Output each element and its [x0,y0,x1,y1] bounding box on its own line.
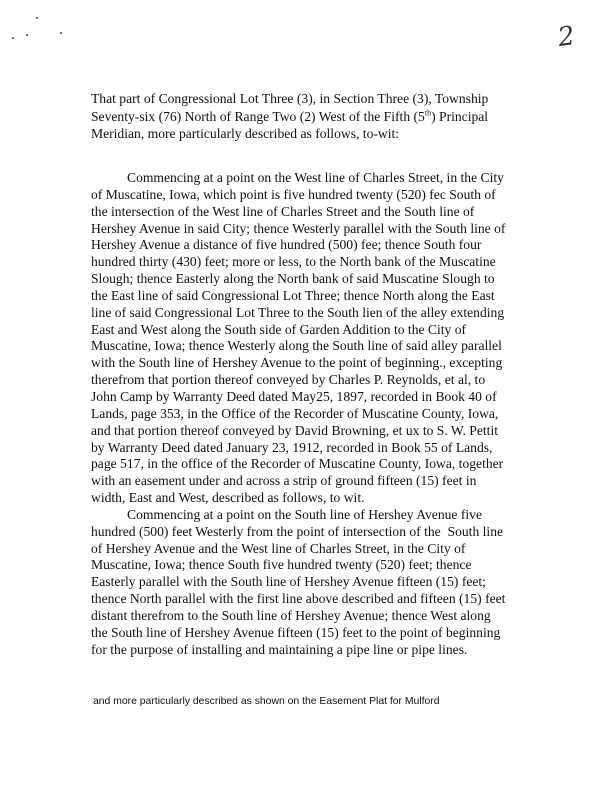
text-line: Commencing at a point on the South line of Hershey Avenue five [127,506,482,522]
text-line: Hershey Avenue a distance of five hundred (500) fee; thence South four [91,237,482,253]
scan-speck [60,32,62,34]
text-line: Meridian, more particularly described as follows, to-wit: [91,126,400,142]
text-line: with an easement under and across a strip of ground fifteen (15) feet in [91,473,477,489]
text-line: distant therefrom to the South line of Hershey Avenue; thence West along [91,607,491,623]
text-line: width, East and West, described as follows, to wit. [91,490,365,506]
text-line: with the South line of Hershey Avenue to the point of beginning., excepting [91,355,503,371]
text-line: for the purpose of installing and maintaining a pipe line or pipe lines. [91,641,468,657]
intro-paragraph [91,90,488,143]
superscript: th [424,108,432,118]
text-line: Slough; thence Easterly along the North bank of said Muscatine Slough to [91,271,495,287]
footer-note: and more particularly described as shown on the Easement Plat for Mulford [93,696,440,707]
text-line: therefrom that portion thereof conveyed by Charles P. Reynolds, et al, to [91,372,486,388]
text-line: hundred (500) feet Westerly from the point of intersection of the South line [91,523,504,539]
text-line: thence North parallel with the first line above described and fifteen (15) feet [91,591,506,607]
text-line: line of said Congressional Lot Three to the South lien of the alley extending [91,304,505,320]
text-line: the East line of said Congressional Lot Three; thence North along the East [91,287,495,303]
text-line: by Warranty Deed dated January 23, 1912, recorded in Book 55 of Lands, [91,439,493,455]
text-line: and that portion thereof conveyed by David Browning, et ux to S. W. Pettit [91,422,498,438]
scan-speck [12,37,14,39]
text-line: Muscatine, Iowa; thence Westerly along the South line of said alley parallel [91,338,502,354]
text-line: Hershey Avenue in said City; thence Westerly parallel with the South line of [91,220,506,236]
text-line: Lands, page 353, in the Office of the Recorder of Muscatine County, Iowa, [91,405,499,421]
text-line: That part of Congressional Lot Three (3), in Section Three (3), Township [91,91,489,106]
text-line: of Muscatine, Iowa, which point is five hundred twenty (520) fec South of [91,186,496,202]
scan-speck [26,34,28,36]
text-line: Muscatine, Iowa; thence South five hundred twenty (520) feet; thence [91,557,472,573]
text-line: East and West along the South side of Garden Addition to the City of [91,321,467,337]
text-line [91,108,488,126]
text-line: hundred thirty (430) feet; more or less, to the North bank of the Muscatine [91,254,496,270]
legal-description [91,170,505,658]
scan-speck [36,17,38,19]
text-line: of Hershey Avenue and the West line of Charles Street, in the City of [91,540,466,556]
text-segment: Seventy-six (76) North of Range Two (2) West of the Fifth (5 [91,108,425,124]
text-line: Commencing at a point on the West line of Charles Street, in the City [127,170,504,185]
text-line: page 517, in the office of the Recorder of Muscatine County, Iowa, together [91,456,504,472]
text-line: Easterly parallel with the South line of Hershey Avenue fifteen (15) feet; [91,574,486,590]
text-segment: ) Principal [431,108,489,124]
page-number: 2 [555,20,577,54]
text-line: John Camp by Warranty Deed dated May25, 1897, recorded in Book 40 of [91,388,497,404]
text-line: the South line of Hershey Avenue fifteen (15) feet to the point of beginning [91,624,501,640]
text-line: the intersection of the West line of Charles Street and the South line of [91,203,475,219]
